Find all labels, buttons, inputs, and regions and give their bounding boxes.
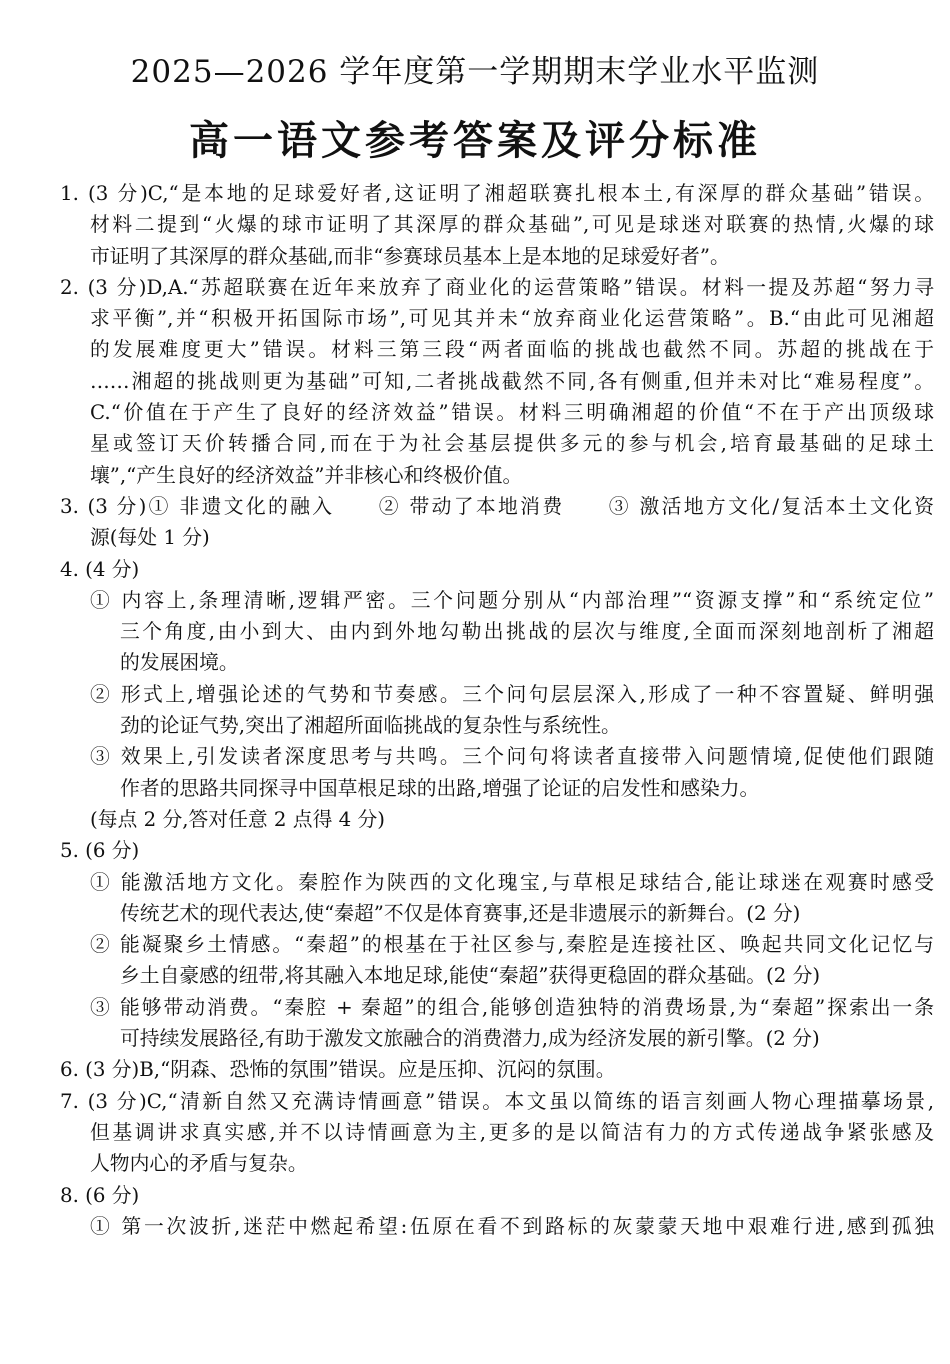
answer-line: 可持续发展路径,有助于激发文旅融合的消费潜力,成为经济发展的新引擎。(2 分) [120,1027,820,1051]
answer-line: C.“价值在于产生了良好的经济效益”错误。材料三明确湘超的价值“不在于产出顶级球 [90,401,934,425]
answer-line: 但基调讲求真实感,并不以诗情画意为主,更多的是以简洁有力的方式传递战争紧张感及 [90,1120,934,1144]
page-title: 高一语文参考答案及评分标准 [189,118,761,164]
answer-line: 三个角度,由小到大、由内到外地勾勒出挑战的层次与维度,全面而深刻地剖析了湘超 [120,620,934,644]
answer-line: 的发展困境。 [120,651,239,675]
answer-line: 的发展难度更大”错误。材料三第三段“两者面临的挑战也截然不同。苏超的挑战在于 [90,338,934,362]
answer-line: 8. (6 分) [60,1183,140,1207]
answer-line: 壤”,“产生良好的经济效益”并非核心和终极价值。 [90,463,523,487]
answer-line: 材料二提到“火爆的球市证明了其深厚的群众基础”,可见是球迷对联赛的热情,火爆的球 [90,213,934,237]
answer-line: 2. (3 分)D,A.“苏超联赛在近年来放弃了商业化的运营策略”错误。材料一提及苏超“努力寻 [60,275,934,299]
answer-line: 市证明了其深厚的群众基础,而非“参赛球员基本上是本地的足球爱好者”。 [90,244,730,268]
answer-body [60,178,934,1242]
answer-line: 源(每处 1 分) [90,526,210,550]
answer-line: ① 能激活地方文化。秦腔作为陕西的文化瑰宝,与草根足球结合,能让球迷在观赛时感受 [90,870,934,894]
answer-line: ……湘超的挑战则更为基础”可知,二者挑战截然不同,各有侧重,但并未对比“难易程度”。 [90,369,934,393]
answer-line: ③ 能够带动消费。“秦腔 + 秦超”的组合,能够创造独特的消费场景,为“秦超”探索出一条 [90,995,934,1019]
answer-line: 劲的论证气势,突出了湘超所面临挑战的复杂性与系统性。 [120,714,621,738]
answer-line: 4. (4 分) [60,557,140,581]
answer-line: ③ 效果上,引发读者深度思考与共鸣。三个问句将读者直接带入问题情境,促使他们跟随 [90,745,934,769]
answer-line: 求平衡”,并“积极开拓国际市场”,可见其并未“放弃商业化运营策略”。B.“由此可见湘超 [90,307,934,331]
answer-line: 乡土自豪感的纽带,将其融入本地足球,能使“秦超”获得更稳固的群众基础。(2 分) [120,964,821,988]
answer-line: (每点 2 分,答对任意 2 点得 4 分) [90,807,386,831]
exam-title: 2025—2026 学年度第一学期期末学业水平监测 [130,54,820,90]
answer-line: 6. (3 分)B,“阴森、恐怖的氛围”错误。应是压抑、沉闷的氛围。 [60,1058,616,1082]
answer-line: 人物内心的矛盾与复杂。 [90,1152,308,1176]
answer-line: 星或签订天价转播合同,而在于为社会基层提供多元的参与机会,培育最基础的足球土 [90,432,934,456]
answer-line: 7. (3 分)C,“清新自然又充满诗情画意”错误。本文虽以简练的语言刻画人物心理描摹场景, [60,1089,934,1113]
answer-line: 1. (3 分)C,“是本地的足球爱好者,这证明了湘超联赛扎根本土,有深厚的群众基础”错误。 [60,182,934,205]
answer-line: 作者的思路共同探寻中国草根足球的出路,增强了论证的启发性和感染力。 [120,776,760,800]
answer-line: ② 能凝聚乡土情感。“秦超”的根基在于社区参与,秦腔是连接社区、唤起共同文化记忆与 [90,933,934,957]
answer-line: 5. (6 分) [60,839,140,863]
answer-line: ① 内容上,条理清晰,逻辑严密。三个问题分别从“内部治理”“资源支撑”和“系统定位” [90,588,934,612]
answer-line: ② 形式上,增强论述的气势和节奏感。三个问句层层深入,形成了一种不容置疑、鲜明强 [90,682,934,706]
answer-line: 3. (3 分)① 非遗文化的融入 ② 带动了本地消费 ③ 激活地方文化/复活本土文化资 [60,494,934,518]
answer-line: ① 第一次波折,迷茫中燃起希望:伍原在看不到路标的灰蒙蒙天地中艰难行进,感到孤独 [90,1214,934,1238]
answer-line: 传统艺术的现代表达,使“秦超”不仅是体育赛事,还是非遗展示的新舞台。(2 分) [120,901,801,925]
